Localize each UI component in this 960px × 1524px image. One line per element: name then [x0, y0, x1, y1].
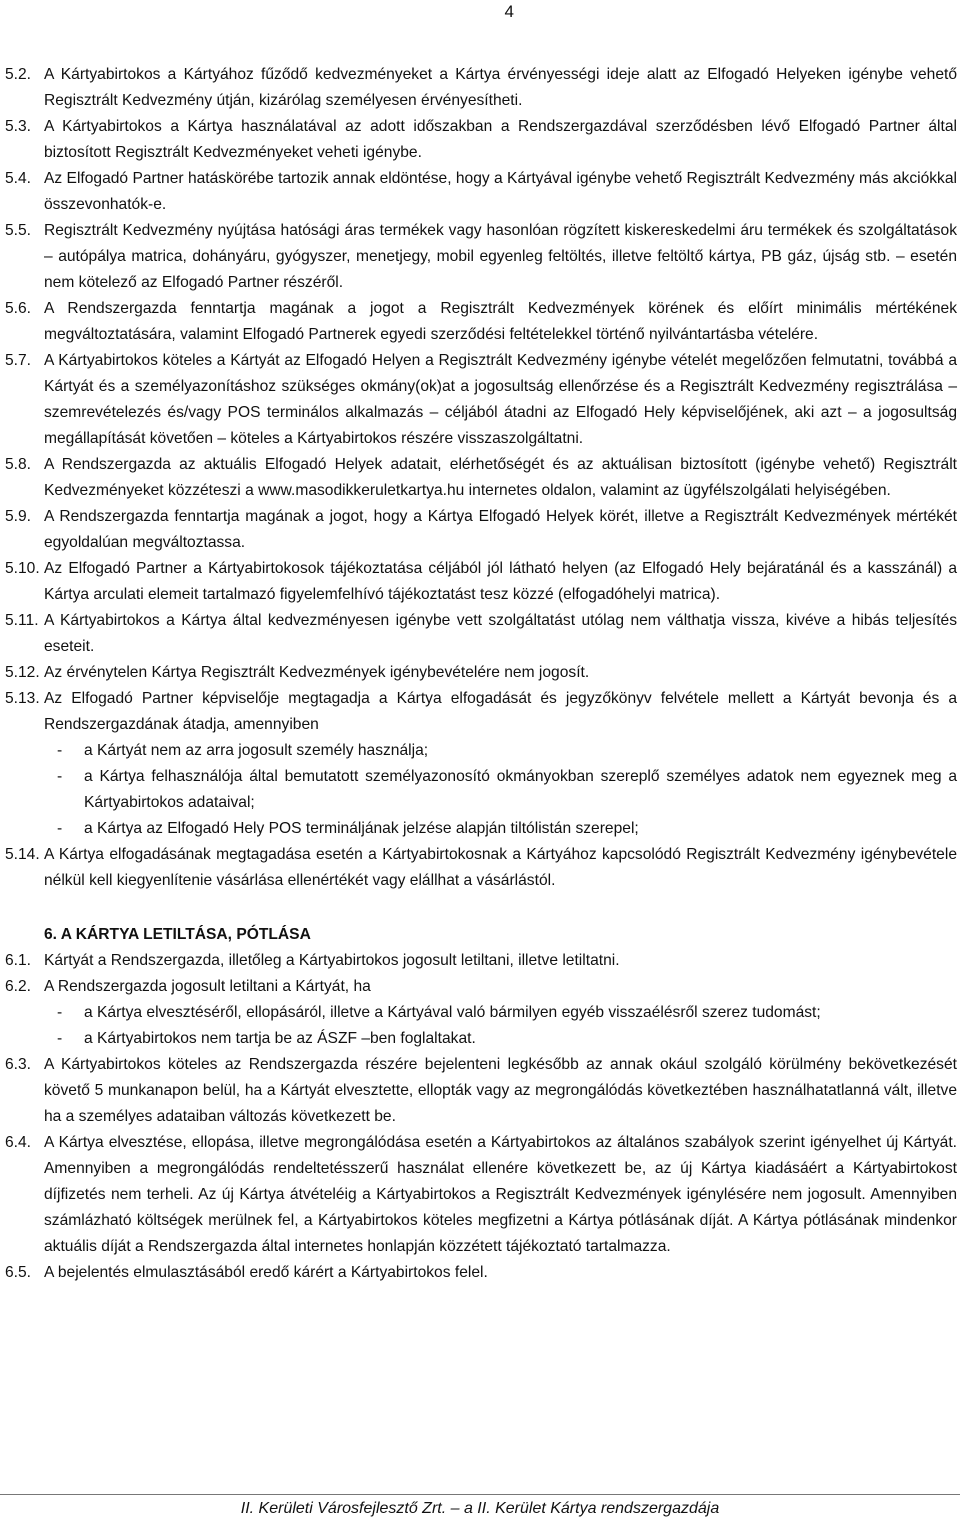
clause-text: Az érvénytelen Kártya Regisztrált Kedvezmények igénybevételére nem jogosít. [44, 664, 590, 681]
clause-text: Regisztrált Kedvezmény nyújtása hatósági áras termékek vagy hasonlóan rögzített kiskereskedelmi áru termékek és szolgáltatások – autópálya matrica, dohányáru, gyógyszer, menetjegy, mobil egyenleg feltöltés, illetve feltöltő kártya, PB gáz, újság stb. – esetén nem kötelező az Elfogadó Partner részéről. [44, 222, 957, 291]
clause-number: 6.4. [5, 1134, 32, 1151]
clause-number: 5.8. [5, 456, 32, 473]
list-item [44, 1000, 957, 1026]
clause-number: 5.2. [5, 66, 32, 83]
bullet-dash: - [57, 768, 63, 785]
clause-number: 6.3. [5, 1056, 32, 1073]
document-body [5, 62, 957, 1286]
clause-5-3 [5, 114, 957, 166]
clause-text: A Rendszergazda fenntartja magának a jogot a Regisztrált Kedvezmények körének és előírt minimális mértékének megváltoztatására, valamint Elfogadó Partnerek egyedi szerződési feltételekkel történő nyilvántartásba vételére. [44, 300, 957, 343]
list-item-text: a Kártyát nem az arra jogosult személy használja; [84, 742, 429, 759]
clause-text: A Rendszergazda fenntartja magának a jogot, hogy a Kártya Elfogadó Helyek körét, illetve a Regisztrált Kedvezmények mértékét egyoldalúan megváltoztassa. [44, 508, 957, 551]
clause-number: 6.1. [5, 952, 32, 969]
footer-rule [0, 1494, 960, 1495]
clause-text: A Kártyabirtokos köteles az Rendszergazda részére bejelenteni legkésőbb az annak okául szolgáló körülmény bekövetkezését követő 5 munkanapon belül, ha a Kártyát elvesztette, ellopták vagy az megrongálódás következtében használhatatlanná vált, illetve ha a személyes adataiban változás következett be. [44, 1056, 957, 1125]
clause-text: A Kártya elvesztése, ellopása, illetve megrongálódása esetén a Kártyabirtokos az általános szabályok szerint igényelhet új Kártyát. Amennyiben a megrongálódás rendeltetésszerű használat ellenére következett be, az új Kártya kiadásáért a Kártyabirtokost díjfizetés nem terheli. Az új Kártya átvételéig a Kártyabirtokos a Regisztrált Kedvezmények igénylésére nem jogosult. Amennyiben számlázható költségek merülnek fel, a Kártyabirtokos köteles megfizetni a Kártya pótlásának díját. A Kártya pótlásának mindenkor aktuális díját a Rendszergazda által internetes honlapján közzétett tájékoztató tartalmazza. [44, 1134, 957, 1255]
list-item [44, 1026, 957, 1052]
bullet-dash: - [57, 820, 63, 837]
clause-6-1 [5, 948, 957, 974]
clause-number: 5.5. [5, 222, 32, 239]
clause-number: 5.13. [5, 690, 40, 707]
clause-5-2 [5, 62, 957, 114]
clause-5-14 [5, 842, 957, 894]
list-item-text: a Kártya az Elfogadó Hely POS termináljának jelzése alapján tiltólistán szerepel; [84, 820, 639, 837]
clause-6-2-list [5, 1000, 957, 1052]
clause-6-2 [5, 974, 957, 1000]
clause-6-4 [5, 1130, 957, 1260]
clause-5-10 [5, 556, 957, 608]
list-item-text: a Kártya felhasználója által bemutatott személyazonosító okmányokban szereplő személyes adatok nem egyeznek meg a Kártyabirtokos adataival; [84, 768, 957, 811]
clause-number: 5.11. [5, 612, 39, 629]
clause-number: 5.12. [5, 664, 40, 681]
list-item-text: a Kártyabirtokos nem tartja be az ÁSZF –ben foglaltakat. [84, 1030, 476, 1047]
clause-number: 5.7. [5, 352, 32, 369]
clause-number: 5.9. [5, 508, 32, 525]
clause-number: 5.14. [5, 846, 40, 863]
clause-text: A bejelentés elmulasztásából eredő kárért a Kártyabirtokos felel. [44, 1264, 488, 1281]
clause-text: A Rendszergazda az aktuális Elfogadó Helyek adatait, elérhetőségét és az aktuálisan biztosított (igénybe vehető) Regisztrált Kedvezményeket közzéteszi a www.masodikkeruletkartya.hu internetes oldalon, valamint az ügyfélszolgálati helyiségében. [44, 456, 957, 499]
bullet-dash: - [57, 742, 63, 759]
clause-number: 5.4. [5, 170, 32, 187]
clause-number: 5.3. [5, 118, 32, 135]
clause-text: A Kártyabirtokos a Kártya használatával az adott időszakban a Rendszergazdával szerződésben lévő Elfogadó Partner által biztosított Regisztrált Kedvezményeket veheti igénybe. [44, 118, 957, 161]
clause-number: 6.2. [5, 978, 32, 995]
clause-text: A Kártyabirtokos köteles a Kártyát az Elfogadó Helyen a Regisztrált Kedvezmény igénybe vételét megelőzően felmutatni, továbbá a Kártyát és a személyazonításhoz szükséges okmány(ok)at a jogosultság ellenőrzése és a Regisztrált Kedvezmény regisztrálása – szemrevételezés és/vagy POS terminálos alkalmazás – céljából átadni az Elfogadó Hely képviselőjének, aki azt – a jogosultság megállapítását követően – köteles a Kártyabirtokos részére visszaszolgáltatni. [44, 352, 957, 447]
footer-text: II. Kerületi Városfejlesztő Zrt. – a II. Kerület Kártya rendszergazdája [240, 1500, 720, 1517]
clause-5-7 [5, 348, 957, 452]
clause-text: Az Elfogadó Partner hatáskörébe tartozik annak eldöntése, hogy a Kártyával igénybe vehető Regisztrált Kedvezmény más akciókkal összevonhatók-e. [44, 170, 957, 213]
clause-5-13 [5, 686, 957, 738]
clause-6-3 [5, 1052, 957, 1130]
clause-number: 5.6. [5, 300, 32, 317]
clause-text: A Kártyabirtokos a Kártya által kedvezményesen igénybe vett szolgáltatást utólag nem válthatja vissza, kivéve a hibás teljesítés eseteit. [44, 612, 957, 655]
clause-text: A Rendszergazda jogosult letiltani a Kártyát, ha [44, 978, 371, 995]
clause-5-9 [5, 504, 957, 556]
clause-text: A Kártya elfogadásának megtagadása esetén a Kártyabirtokosnak a Kártyához kapcsolódó Regisztrált Kedvezmény igénybevétele nélkül kell kiegyenlítenie vásárlása ellenértékét vagy elállhat a vásárlástól. [44, 846, 957, 889]
clause-5-4 [5, 166, 957, 218]
bullet-dash: - [57, 1004, 63, 1021]
clause-5-5 [5, 218, 957, 296]
clause-text: A Kártyabirtokos a Kártyához fűződő kedvezményeket a Kártya érvényességi ideje alatt az Elfogadó Helyeken igénybe vehető Regisztrált Kedvezmény útján, kizárólag személyesen érvényesítheti. [44, 66, 957, 109]
bullet-dash: - [57, 1030, 63, 1047]
clause-number: 5.10. [5, 560, 40, 577]
clause-6-5 [5, 1260, 957, 1286]
clause-5-13-list [5, 738, 957, 842]
clause-number: 6.5. [5, 1264, 32, 1281]
section-heading: 6. A KÁRTYA LETILTÁSA, PÓTLÁSA [44, 926, 311, 943]
clause-5-12 [5, 660, 957, 686]
clause-5-11 [5, 608, 957, 660]
clause-5-6 [5, 296, 957, 348]
page-number: 4 [504, 2, 514, 21]
clause-text: Kártyát a Rendszergazda, illetőleg a Kártyabirtokos jogosult letiltani, illetve letiltatni. [44, 952, 620, 969]
list-item [44, 764, 957, 816]
list-item [44, 738, 957, 764]
clause-text: Az Elfogadó Partner a Kártyabirtokosok tájékoztatása céljából jól látható helyen (az Elfogadó Hely bejáratánál és a kasszánál) a Kártya arculati elemeit tartalmazó figyelemfelhívó tájékoztatást tesz közzé (elfogadóhelyi matrica). [44, 560, 957, 603]
clause-text: Az Elfogadó Partner képviselője megtagadja a Kártya elfogadását és jegyzőkönyv felvétele mellett a Kártyát bevonja és a Rendszergazdának átadja, amennyiben [44, 690, 957, 733]
clause-5-8 [5, 452, 957, 504]
list-item [44, 816, 957, 842]
list-item-text: a Kártya elvesztéséről, ellopásáról, illetve a Kártyával való bármilyen egyéb visszaélésről szerez tudomást; [84, 1004, 821, 1021]
